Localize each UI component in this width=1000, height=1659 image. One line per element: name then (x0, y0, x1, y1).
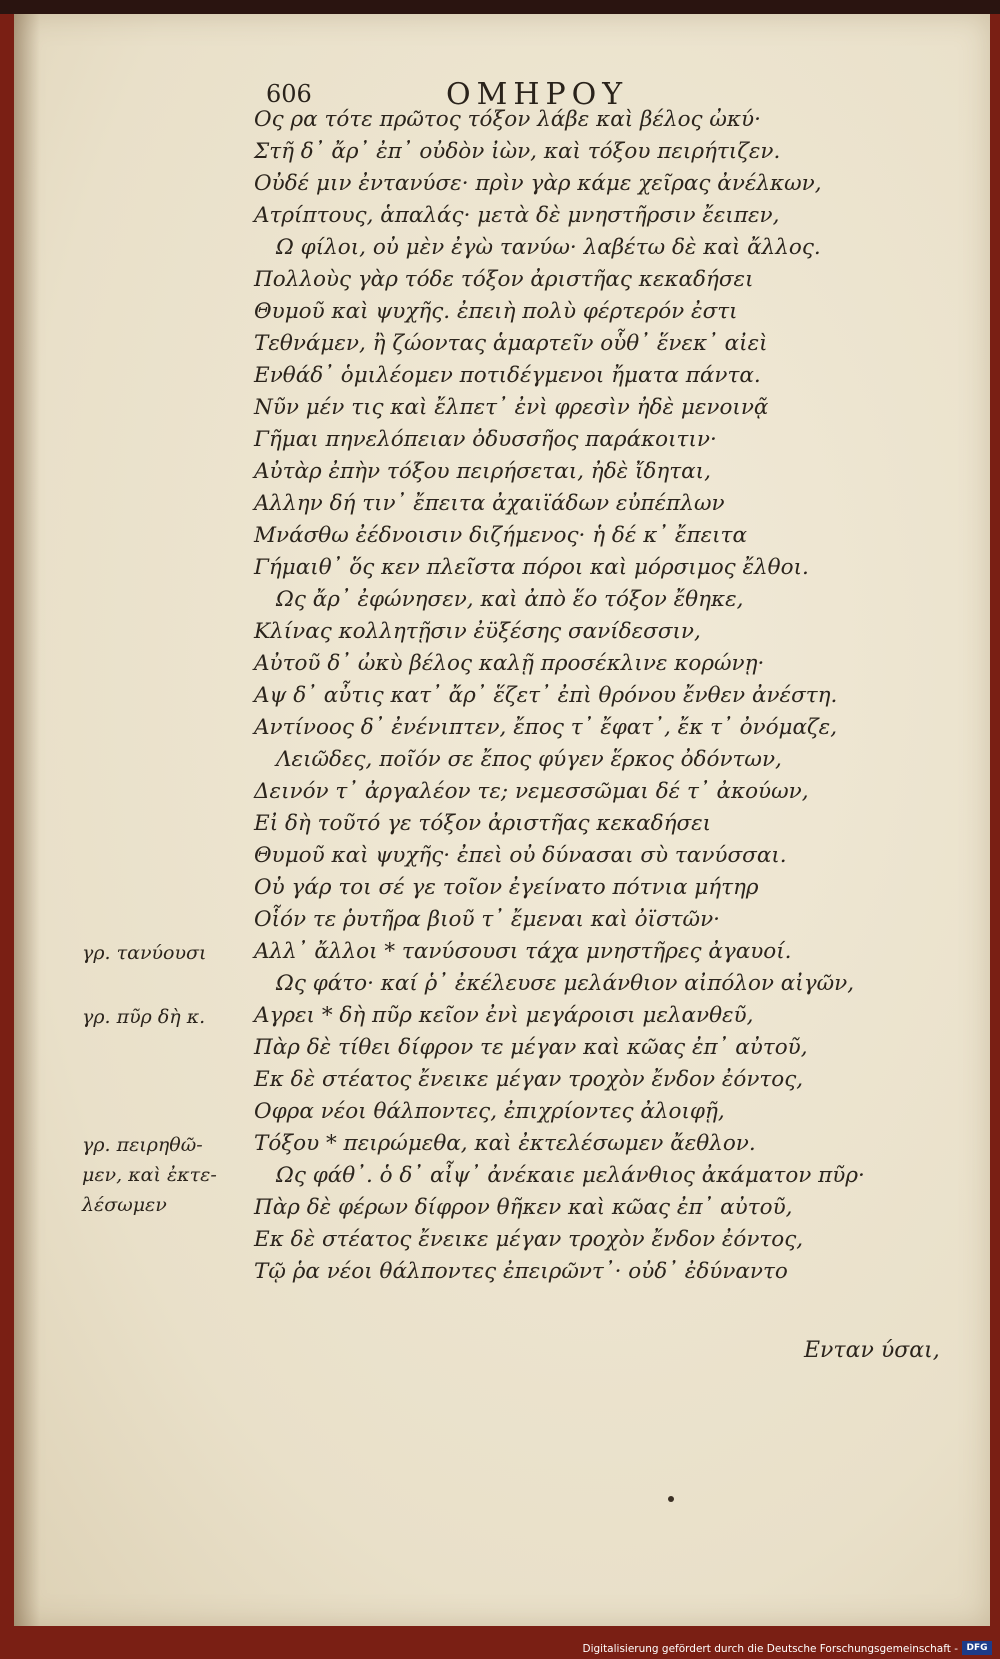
verse-line: Αψ δ᾽ αὖτις κατ᾽ ἄρ᾽ ἕζετ᾽ ἐπὶ θρόνου ἔνθεν ἀνέστη. (254, 683, 838, 708)
verse-line: Νῦν μέν τις καὶ ἔλπετ᾽ ἐνὶ φρεσὶν ἠδὲ μενοινᾷ (254, 395, 769, 420)
verse-line: Οὐδέ μιν ἐντανύσε· πρὶν γὰρ κάμε χεῖρας ἀνέλκων, (254, 171, 822, 196)
verse-line: Ως φάτο· καί ῥ᾽ ἐκέλευσε μελάνθιον αἰπόλον αἰγῶν, (276, 971, 855, 996)
printer-dot (668, 1496, 674, 1502)
verse-line: Αγρει * δὴ πῦρ κεῖον ἐνὶ μεγάροισι μελανθεῦ, (254, 1003, 754, 1028)
top-binding-band (0, 0, 1000, 14)
margin-note: λέσωμεν (82, 1194, 167, 1216)
margin-note: γρ. τανύουσι (82, 942, 207, 964)
running-head: ΟΜΗΡΟΥ (446, 77, 629, 112)
digitization-credit: Digitalisierung gefördert durch die Deutsche Forschungsgemeinschaft - (582, 1643, 958, 1655)
verse-line: Αὐτὰρ ἐπὴν τόξου πειρήσεται, ἠδὲ ἴδηται, (254, 459, 711, 484)
margin-note: μεν, καὶ ἐκτε- (82, 1164, 217, 1186)
verse-line: Τῷ ῥα νέοι θάλποντες ἐπειρῶντ᾽· οὐδ᾽ ἐδύναντο (254, 1259, 788, 1284)
verse-line: Αλλ᾽ ἄλλοι * τανύσουσι τάχα μνηστῆρες ἀγαυοί. (254, 939, 792, 964)
verse-line: Κλίνας κολλητῇσιν ἐϋξέσης σανίδεσσιν, (254, 619, 701, 644)
verse-line: Ως ἄρ᾽ ἐφώνησεν, καὶ ἀπὸ ἕο τόξον ἔθηκε, (276, 587, 744, 612)
verse-line: Θυμοῦ καὶ ψυχῆς. ἐπειὴ πολὺ φέρτερόν ἐστι (254, 299, 738, 324)
verse-line: Ω φίλοι, οὐ μὲν ἐγὼ τανύω· λαβέτω δὲ καὶ ἄλλος. (276, 235, 821, 260)
verse-line: Οφρα νέοι θάλποντες, ἐπιχρίοντες ἀλοιφῇ, (254, 1099, 725, 1124)
verse-line: Θυμοῦ καὶ ψυχῆς· ἐπεὶ οὐ δύνασαι σὺ τανύσσαι. (254, 843, 787, 868)
verse-line: Τόξου * πειρώμεθα, καὶ ἐκτελέσωμεν ἄεθλον. (254, 1131, 756, 1156)
verse-line: Οὐ γάρ τοι σέ γε τοῖον ἐγείνατο πότνια μήτηρ (254, 875, 759, 900)
verse-line: Εκ δὲ στέατος ἔνεικε μέγαν τροχὸν ἔνδον ἐόντος, (254, 1227, 804, 1252)
catchword: Ενταν ύσαι, (804, 1338, 940, 1363)
verse-line: Πὰρ δὲ φέρων δίφρον θῆκεν καὶ κῶας ἐπ᾽ αὐτοῦ, (254, 1195, 793, 1220)
verse-line: Δεινόν τ᾽ ἀργαλέον τε; νεμεσσῶμαι δέ τ᾽ ἀκούων, (254, 779, 809, 804)
verse-line: Εκ δὲ στέατος ἔνεικε μέγαν τροχὸν ἔνδον ἐόντος, (254, 1067, 804, 1092)
page-number: 606 (266, 80, 312, 108)
verse-line: Μνάσθω ἐέδνοισιν διζήμενος· ἡ δέ κ᾽ ἔπειτα (254, 523, 747, 548)
verse-line: Ως φάθ᾽. ὁ δ᾽ αἶψ᾽ ἀνέκαιε μελάνθιος ἀκάματον πῦρ· (276, 1163, 865, 1188)
book-page (14, 14, 990, 1626)
verse-line: Ατρίπτους, ἁπαλάς· μετὰ δὲ μνηστῆρσιν ἔειπεν, (254, 203, 780, 228)
verse-line: Αντίνοος δ᾽ ἐνένιπτεν, ἔπος τ᾽ ἔφατ᾽, ἔκ τ᾽ ὀνόμαζε, (254, 715, 838, 740)
verse-line: Γήμαιθ᾽ ὅς κεν πλεῖστα πόροι καὶ μόρσιμος ἔλθοι. (254, 555, 809, 580)
margin-note: γρ. πῦρ δὴ κ. (82, 1006, 206, 1028)
verse-line: Αὐτοῦ δ᾽ ὠκὺ βέλος καλῇ προσέκλινε κορώνῃ· (254, 651, 765, 676)
verse-line: Πολλοὺς γὰρ τόδε τόξον ἀριστῆας κεκαδήσει (254, 267, 754, 292)
verse-line: Αλλην δή τιν᾽ ἔπειτα ἀχαιϊάδων εὐπέπλων (254, 491, 725, 516)
verse-line: Λειῶδες, ποῖόν σε ἔπος φύγεν ἕρκος ὀδόντων, (276, 747, 782, 772)
verse-line: Ενθάδ᾽ ὁμιλέομεν ποτιδέγμενοι ἤματα πάντα. (254, 363, 761, 388)
margin-note: γρ. πειρηθῶ- (82, 1134, 203, 1156)
verse-line: Γῆμαι πηνελόπειαν ὀδυσσῆος παράκοιτιν· (254, 427, 717, 452)
verse-line: Πὰρ δὲ τίθει δίφρον τε μέγαν καὶ κῶας ἐπ᾽ αὐτοῦ, (254, 1035, 808, 1060)
verse-line: Οἷόν τε ῥυτῆρα βιοῦ τ᾽ ἔμεναι καὶ ὀϊστῶν· (254, 907, 720, 932)
dfg-logo-icon: DFG (962, 1641, 992, 1655)
verse-text-block (14, 14, 990, 1626)
verse-line: Στῆ δ᾽ ἄρ᾽ ἐπ᾽ οὐδὸν ἰὼν, καὶ τόξου πειρήτιζεν. (254, 139, 781, 164)
verse-line: Ος ρα τότε πρῶτος τόξον λάβε καὶ βέλος ὠκύ· (254, 107, 761, 132)
verse-line: Τεθνάμεν, ἢ ζώοντας ἁμαρτεῖν οὗθ᾽ ἕνεκ᾽ αἰεὶ (254, 331, 768, 356)
verse-line: Εἰ δὴ τοῦτό γε τόξον ἀριστῆας κεκαδήσει (254, 811, 712, 836)
